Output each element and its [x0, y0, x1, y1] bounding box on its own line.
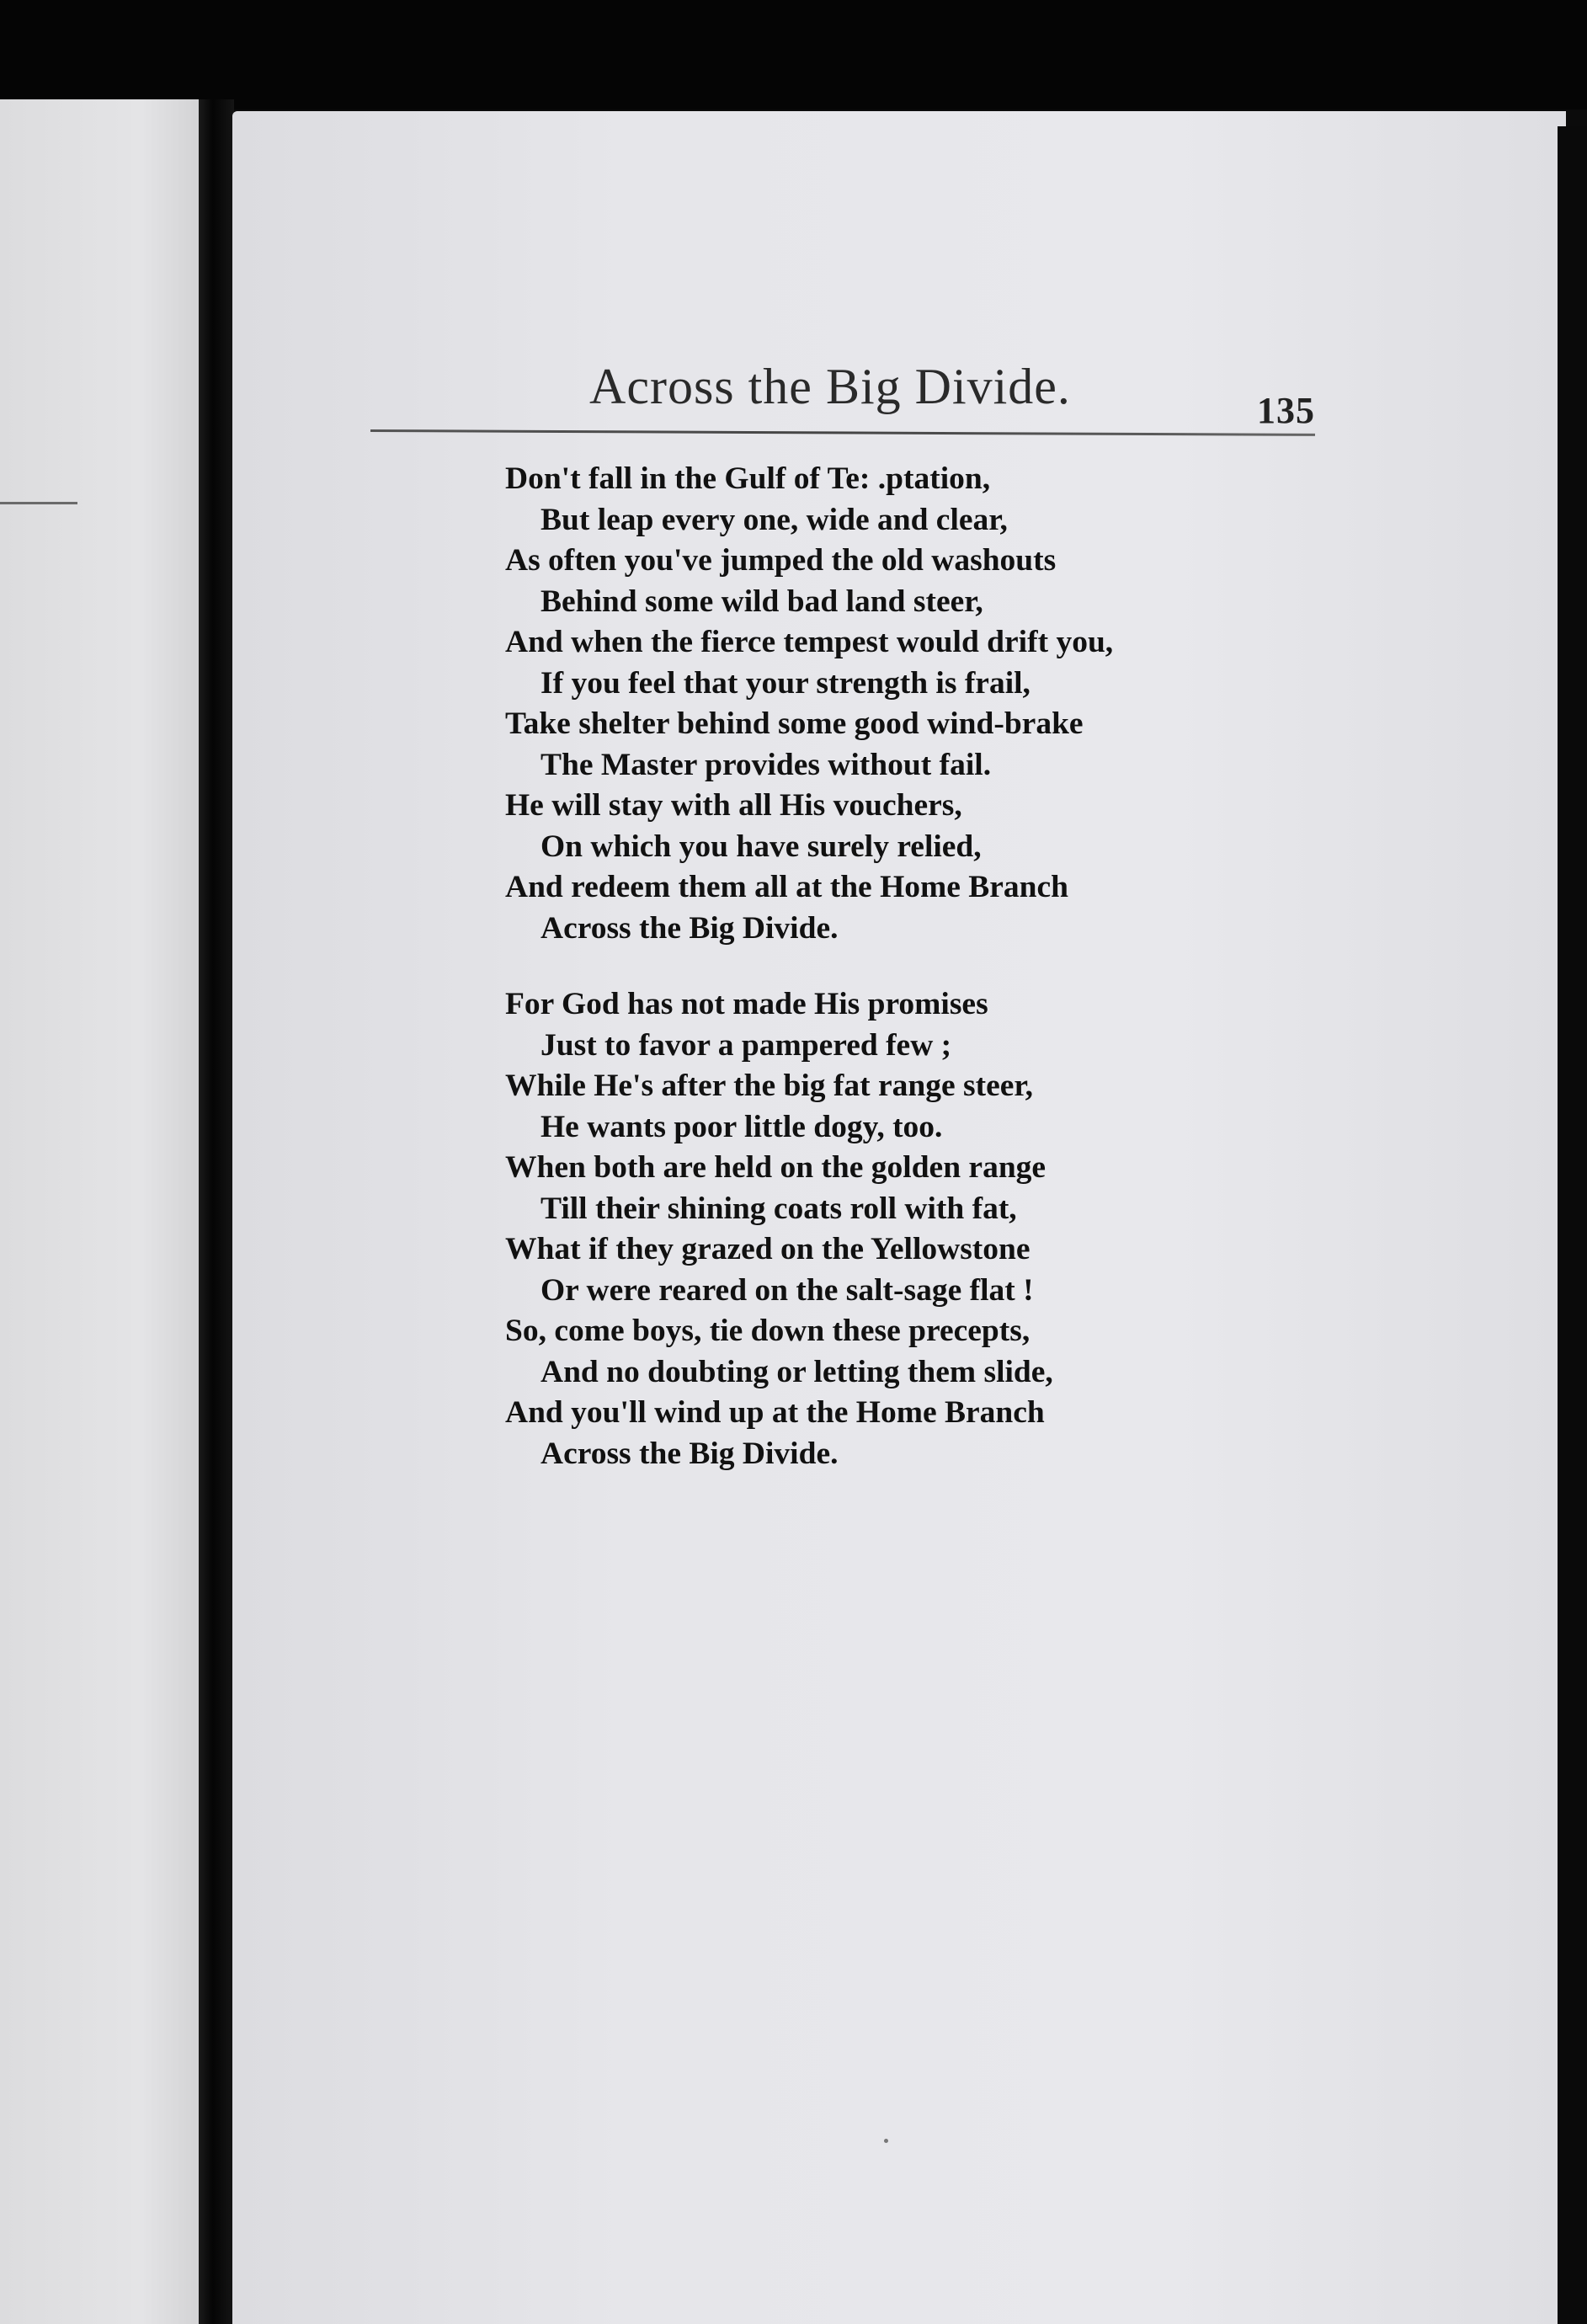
scan-top-margin [0, 0, 1587, 109]
poem-line: Don't fall in the Gulf of Te: .ptation, [505, 461, 991, 496]
poem-line: Across the Big Divide. [541, 1436, 839, 1471]
page-number: 135 [1257, 390, 1315, 431]
poem-line: For God has not made His promises [505, 987, 988, 1021]
facing-page-rule [0, 502, 77, 504]
poem-line: The Master provides without fail. [541, 747, 992, 782]
poem-line: Behind some wild bad land steer, [541, 584, 983, 619]
poem-line: When both are held on the golden range [505, 1150, 1046, 1185]
scan-right-margin [1558, 126, 1587, 2324]
poem-line: On which you have surely relied, [541, 829, 982, 864]
poem-line: Across the Big Divide. [541, 910, 839, 946]
poem-line: As often you've jumped the old washouts [505, 543, 1057, 578]
scan-speck [884, 2139, 888, 2143]
poem-line: What if they grazed on the Yellowstone [505, 1232, 1030, 1266]
poem-line: Take shelter behind some good wind-brake [505, 706, 1084, 741]
poem-line: And when the fierce tempest would drift you, [505, 625, 1114, 659]
poem-line: Till their shining coats roll with fat, [541, 1191, 1017, 1226]
poem-line: Or were reared on the salt-sage flat ! [541, 1272, 1034, 1308]
running-head: Across the Big Divide. [589, 359, 1071, 414]
poem-line: He wants poor little dogy, too. [541, 1109, 943, 1144]
poem-line: Just to favor a pampered few ; [541, 1027, 952, 1063]
poem-line: So, come boys, tie down these precepts, [505, 1314, 1030, 1348]
poem-body [505, 459, 1347, 1474]
poem-line: While He's after the big fat range steer, [505, 1069, 1033, 1103]
book-gutter [199, 99, 234, 2324]
stanza [505, 459, 1347, 949]
poem-line: And no doubting or letting them slide, [541, 1354, 1053, 1389]
facing-page-left [0, 99, 202, 2324]
poem-line: And redeem them all at the Home Branch [505, 870, 1069, 904]
poem-line: And you'll wind up at the Home Branch [505, 1395, 1045, 1430]
poem-line: But leap every one, wide and clear, [541, 502, 1008, 537]
poem-line: If you feel that your strength is frail, [541, 665, 1030, 701]
poem-line: He will stay with all His vouchers, [505, 788, 962, 823]
stanza [505, 984, 1347, 1474]
